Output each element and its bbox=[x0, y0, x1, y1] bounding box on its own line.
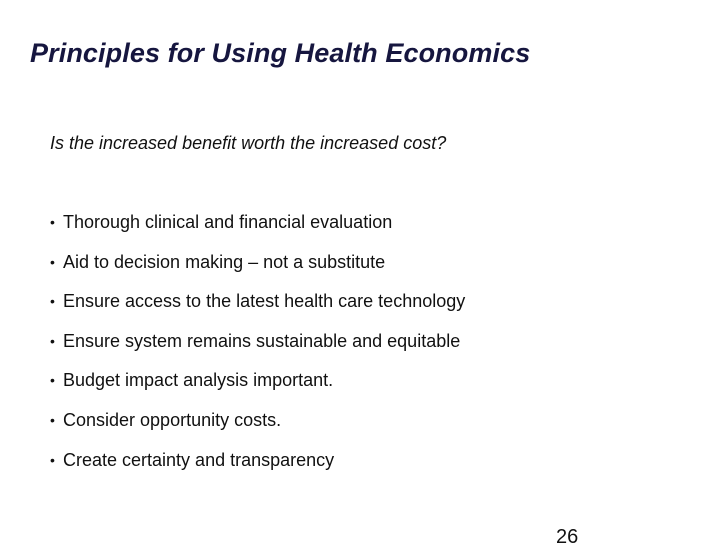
bullet-icon: • bbox=[50, 253, 55, 270]
bullet-icon: • bbox=[50, 411, 55, 428]
bullet-item bbox=[50, 368, 465, 408]
bullet-item bbox=[50, 250, 465, 290]
bullet-text: Thorough clinical and financial evaluation bbox=[63, 212, 393, 232]
slide-title: Principles for Using Health Economics bbox=[30, 38, 531, 68]
slide-question: Is the increased benefit worth the increased cost? bbox=[50, 133, 447, 153]
bullet-text: Ensure access to the latest health care technology bbox=[63, 291, 466, 312]
bullet-text: Consider opportunity costs. bbox=[63, 409, 282, 430]
bullet-icon: • bbox=[50, 451, 55, 468]
bullet-list bbox=[50, 210, 465, 487]
bullet-icon: • bbox=[50, 293, 55, 310]
bullet-text: Create certainty and transparency bbox=[63, 449, 335, 470]
bullet-item bbox=[50, 289, 465, 329]
bullet-text: Budget impact analysis important. bbox=[63, 370, 334, 391]
page-number: 26 bbox=[556, 526, 579, 548]
bullet-item bbox=[50, 329, 465, 369]
bullet-icon: • bbox=[50, 332, 55, 349]
bullet-text: Ensure system remains sustainable and equitable bbox=[63, 330, 461, 351]
bullet-item bbox=[50, 210, 465, 250]
bullet-icon: • bbox=[50, 214, 55, 230]
bullet-icon: • bbox=[50, 372, 55, 389]
bullet-item bbox=[50, 408, 465, 448]
bullet-text: Aid to decision making – not a substitute bbox=[63, 251, 386, 272]
bullet-item bbox=[50, 448, 465, 488]
